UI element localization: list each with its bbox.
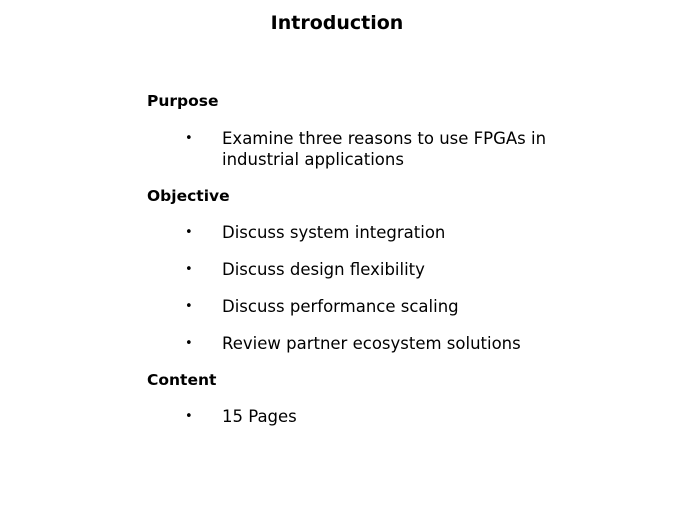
page-title: Introduction: [270, 12, 404, 34]
section-heading-purpose: Purpose: [147, 92, 219, 110]
section-heading-content: Content: [147, 371, 217, 389]
list-item: [147, 406, 607, 427]
list-item: [147, 128, 607, 170]
bullet-icon: •: [185, 299, 193, 314]
section-content: [147, 371, 607, 427]
bullet-icon: •: [185, 131, 193, 146]
bullet-text: Discuss design flexibility: [222, 260, 425, 279]
list-item: [147, 259, 607, 280]
bullet-list-purpose: [147, 128, 607, 170]
section-purpose: [147, 92, 607, 170]
bullet-icon: •: [185, 409, 193, 424]
bullet-text: Discuss system integration: [222, 223, 446, 242]
bullet-icon: •: [185, 336, 193, 351]
bullet-icon: •: [185, 225, 193, 240]
bullet-text: Examine three reasons to use FPGAs in industrial applications: [222, 129, 547, 169]
list-item: [147, 222, 607, 243]
list-item: [147, 333, 607, 354]
bullet-text: 15 Pages: [222, 407, 297, 426]
bullet-list-content: [147, 406, 607, 427]
list-item: [147, 296, 607, 317]
section-heading-objective: Objective: [147, 187, 230, 205]
bullet-list-objective: [147, 222, 607, 354]
section-objective: [147, 187, 607, 354]
bullet-text: Discuss performance scaling: [222, 297, 459, 316]
content-area: [147, 92, 607, 427]
bullet-icon: •: [185, 262, 193, 277]
bullet-text: Review partner ecosystem solutions: [222, 334, 521, 353]
